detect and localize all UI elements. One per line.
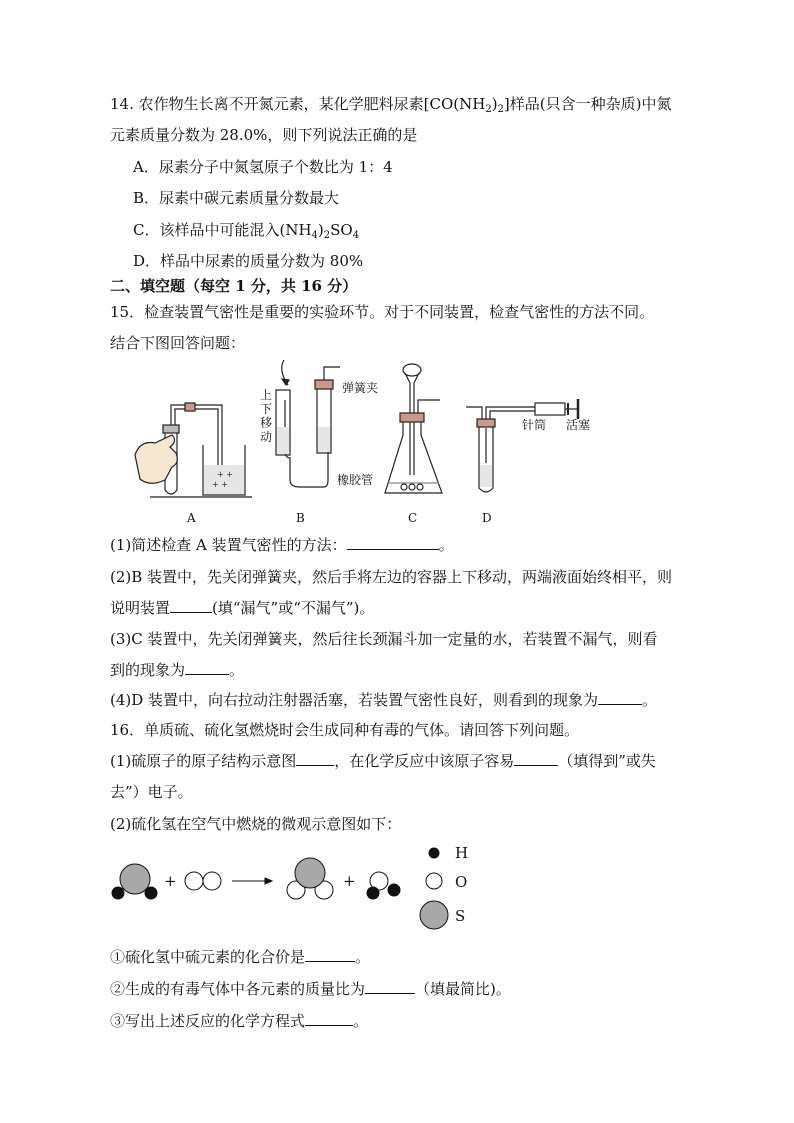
answer-blank[interactable] xyxy=(598,690,642,705)
q16-stem: 16．单质硫、硫化氢燃烧时会生成同种有毒的气体。请回答下列问题。 xyxy=(110,721,580,739)
legend-s-symbol xyxy=(420,901,448,929)
spring-clip-label-text: 弹簧夹 xyxy=(342,381,379,395)
h2o-molecule xyxy=(367,872,400,899)
rubber-tube-label: 橡胶管 xyxy=(337,473,374,487)
section-heading: 二、填空题（每空 1 分，共 16 分） xyxy=(110,277,358,295)
q14-option-b: B．尿素中碳元素质量分数最大 xyxy=(133,189,340,207)
q15-part2-line2: 说明装置 (填“漏气”或“不漏气”)。 xyxy=(110,599,375,617)
answer-blank[interactable] xyxy=(514,751,558,766)
apparatus-a xyxy=(135,403,252,497)
q14-stem-line2: 元素质量分数为 28.0%，则下列说法正确的是 xyxy=(110,126,418,144)
q14-option-c: C．该样品中可能混入$(NH_4)_2SO_4$ xyxy=(133,221,360,241)
q15-part1: (1)简述检查 A 装置气密性的方法： 。 xyxy=(110,536,454,554)
label-c: C xyxy=(408,511,418,525)
legend xyxy=(420,848,448,929)
apparatus-figure xyxy=(0,355,794,555)
answer-blank[interactable] xyxy=(170,598,212,613)
answer-blank[interactable] xyxy=(347,535,439,550)
q15-part4: (4)D 装置中，向右拉动注射器活塞，若装置气密性良好，则看到的现象为 。 xyxy=(110,691,658,709)
answer-blank[interactable] xyxy=(296,751,334,766)
q15-stem-line1: 15．检查装置气密性是重要的实验环节。对于不同装置，检查气密性的方法不同。 xyxy=(110,303,655,321)
reaction-arrow xyxy=(232,878,272,884)
syringe-label: 针筒 xyxy=(522,418,547,432)
label-b: B xyxy=(296,511,305,525)
q15-part3-line1: (3)C 装置中，先关闭弹簧夹，然后往长颈漏斗加一定量的水，若装置不漏气，则看 xyxy=(110,630,658,648)
reaction-diagram xyxy=(0,842,794,942)
q16-sub1: ①硫化氢中硫元素的化合价是 。 xyxy=(110,948,371,966)
legend-s-label: S xyxy=(455,907,466,925)
legend-h-symbol xyxy=(429,848,439,858)
answer-blank[interactable] xyxy=(365,979,415,994)
legend-o-label: O xyxy=(455,873,468,891)
q16-part1-line1: (1)硫原子的原子结构示意图 ，在化学反应中该原子容易 （填得到”或失 xyxy=(110,752,656,770)
label-a: A xyxy=(187,511,196,525)
apparatus-b xyxy=(276,360,340,487)
q15-stem-line2: 结合下图回答问题： xyxy=(110,334,246,352)
h2s-molecule xyxy=(112,864,157,899)
q16-sub2: ②生成的有毒气体中各元素的质量比为 （填最简比)。 xyxy=(110,980,511,998)
updown-label: 上 下 移 动 xyxy=(260,388,273,444)
q15-part3-line2: 到的现象为 。 xyxy=(110,661,245,679)
answer-blank[interactable] xyxy=(305,1011,353,1026)
q14-option-d: D．样品中尿素的质量分数为 80% xyxy=(133,252,364,270)
plunger-label: 活塞 xyxy=(566,418,591,432)
so2-molecule xyxy=(287,858,333,899)
q16-part2: (2)硫化氢在空气中燃烧的微观示意图如下： xyxy=(110,815,402,833)
svg-text:+ +: + + xyxy=(217,470,233,479)
apparatus-c xyxy=(385,364,442,493)
answer-blank[interactable] xyxy=(185,660,229,675)
legend-o-symbol xyxy=(426,873,442,889)
legend-h-label: H xyxy=(455,844,469,862)
q16-sub3: ③写出上述反应的化学方程式 。 xyxy=(110,1012,369,1030)
q15-part2-line1: (2)B 装置中，先关闭弹簧夹，然后手将左边的容器上下移动，两端液面始终相平，则 xyxy=(110,568,673,586)
svg-text:+ +: + + xyxy=(212,480,228,489)
answer-blank[interactable] xyxy=(305,947,355,962)
q14-stem-line1: 14. 农作物生长离不开氮元素，某化学肥料尿素$[CO(NH_2)_2]$样品(只含一种杂质)中氮 xyxy=(110,95,672,115)
plus-sign-2: + xyxy=(343,872,356,890)
plus-sign-1: + xyxy=(164,872,177,890)
q14-option-a: A．尿素分子中氮氢原子个数比为 1：4 xyxy=(133,158,393,176)
o2-molecule xyxy=(185,872,221,890)
q16-part1-line2: 去”）电子。 xyxy=(110,783,193,801)
apparatus-d xyxy=(466,399,578,492)
label-d: D xyxy=(482,511,492,525)
